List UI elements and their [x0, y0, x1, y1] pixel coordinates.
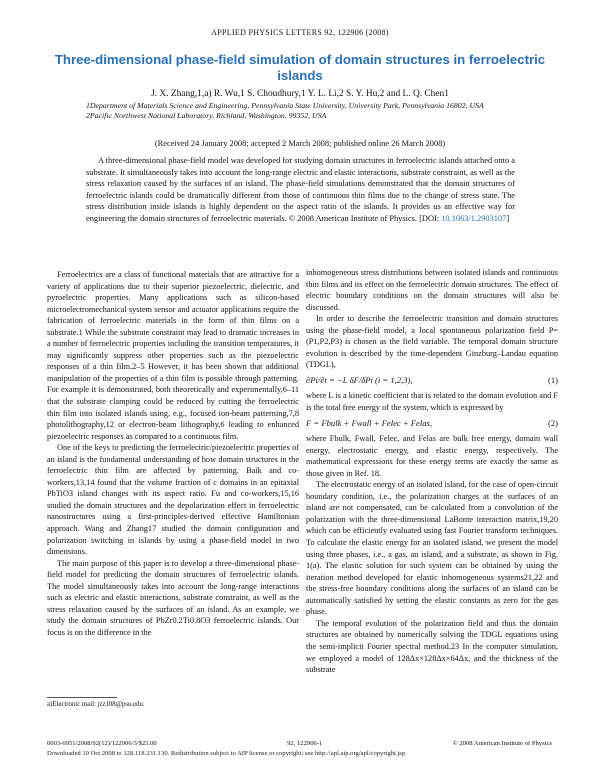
page-footer: [47, 740, 552, 747]
body-paragraph: Ferroelectrics are a class of functional materials that are attractive for a variety of applications due to their superior piezoelectric, dielectric, and pyroelectric properties. Many applications such as silicon-based microelectromechanical system sensor and actuator applications require the fabrication of ferroelectric materials in the form of thin films on a substrate.1 While the substrate constraint may lead to dramatic increases in a number of ferroelectric properties including the transition temperatures, it may significantly suppress other properties such as the piezoelectric responses of a thin film.2–5 However, it has been shown that additional manipulation of the properties of a thin film is possible through patterning. For example it is demonstrated, both theoretically and experimentally,6–11 that the substrate clamping could be reduced by cutting the ferroelectric thin film into isolated islands using, e.g., focused ion-beam patterning,7,8 photolithography,12 or electron-beam lithography,6 leading to enhanced piezoelectric responses as compared to a continuous film.: [47, 270, 299, 441]
body-paragraph: One of the keys to predicting the ferroelectric/piezoelectric properties of an island is the fundamental understanding of how domain structures in the ferroelectric thin film are affected by patterning. Baik and co-workers,13,14 found that the volume fraction of c domains in an epitaxial PbTiO3 island changes with its aspect ratio. Fu and co-workers,15,16 studied the domain structures and the depolarization effect in ferroelectric nanostructures using a first-principles-derived effective Hamiltonian approach. Wang and Zhang17 studied the domain configuration and polarization switching in islands by using a phase-field model in two dimensions.: [47, 443, 299, 557]
footnote-divider: [47, 697, 117, 698]
equation-1-number: (1): [547, 374, 558, 385]
body-paragraph: inhomogeneous stress distributions between isolated islands and continuous thin films and its effect on the ferroelectric domain structures. The effect of electric boundary conditions on the domain structures will also be discussed.: [306, 268, 558, 312]
received-dates: (Received 24 January 2008; accepted 2 March 2008; published online 26 March 2008): [154, 139, 446, 148]
body-paragraph: where Fbulk, Fwall, Felec, and Felas are bulk free energy, domain wall energy, electrostatic energy, and elastic energy, respectively. The mathematical expressions for these energy terms are exactly the same as those given in Ref. 18.: [306, 434, 558, 478]
equation-2-body: F = Fbulk + Fwall + Felec + Felas,: [306, 417, 433, 428]
abstract: [86, 155, 515, 224]
body-paragraph: The temporal evolution of the polarization field and thus the domain structures are obtained by numerically solving the TDGL equations using the semi-implicit Fourier spectral method.23 In the computer simulation, we employed a model of 128Δx×128Δx×64Δx, and the thickness of the substrate: [306, 618, 558, 675]
affiliation-1: 1Department of Materials Science and Engineering, Pennsylvania State University, University Park, Pennsylvania 16802, USA: [86, 101, 484, 110]
right-column: [306, 267, 558, 676]
body-paragraph: The electrostatic energy of an isolated island, for the case of open-circuit boundary condition, i.e., the polarization charges at the surfaces of an island are not compensated, can be calculated from a convolution of the polarization with the three-dimensional LaBonte interaction matrix,19,20 which can be efficiently evaluated using fast Fourier transform techniques. To calculate the elastic energy for an isolated island, we present the model using three phases, i.e., a gas, an island, and a substrate, as shown in Fig. 1(a). The elastic solution for such system can be obtained by using the iteration method developed for elastic inhomogeneous systems21,22 and the stress-free boundary conditions along the surfaces of an island can be automatically satisfied by setting the elastic constants as zero for the gas phase.: [306, 480, 558, 617]
authors-text: J. X. Zhang,1,a) R. Wu,1 S. Choudhury,1 Y. L. Li,2 S. Y. Hu,2 and L. Q. Chen1: [151, 89, 449, 99]
journal-header: [0, 28, 600, 37]
doi-link[interactable]: 10.1063/1.2903107: [441, 213, 507, 223]
body-paragraph: In order to describe the ferroelectric transition and domain structures using the phase-field model, a local spontaneous polarization field P=(P1,P2,P3) is chosen as the field variable. The temporal domain structure evolution is described by the time-dependent Ginzburg–Landau equation (TDGL),: [306, 314, 558, 370]
paper-title: Three-dimensional phase-field simulation of domain structures in ferroelectric islands: [54, 52, 546, 83]
footer-page: 92, 122906-1: [287, 740, 323, 747]
body-paragraph: where L is a kinetic coefficient that is related to the domain evolution and F is the total free energy of the system, which is expressed by: [306, 391, 558, 413]
footer-copyright: © 2008 American Institute of Physics: [452, 740, 552, 747]
journal-header-text: APPLIED PHYSICS LETTERS 92, 122906 (2008): [211, 28, 389, 37]
footnote: a)Electronic mail: jzz108@psu.edu.: [47, 701, 145, 708]
download-notice: Downloaded 10 Oct 2008 to 128.118.231.130. Redistribution subject to AIP license or copyright; see http://apl.aip.org/apl/copyright.jsp: [47, 750, 406, 757]
equation-2-number: (2): [547, 417, 558, 428]
affiliations: [86, 101, 526, 122]
equation-1: [306, 375, 558, 387]
footer-issn: 0003-6951/2008/92(12)/122906/3/$23.00: [47, 740, 157, 747]
equation-1-body: ∂Pi/∂t = −L δF/δPi (i = 1,2,3),: [306, 374, 413, 385]
body-paragraph: The main purpose of this paper is to develop a three-dimensional phase-field model for predicting the domain structures of ferroelectric islands. The model simultaneously takes into account the long-range interactions such as electric and elastic interactions, substrate constraint, as well as the stress relaxation caused by the surfaces of an island. As an example, we study the domain structures of PbZr0.2Ti0.8O3 ferroelectric islands. Our focus is on the difference in the: [47, 558, 299, 637]
affiliation-2: 2Pacific Northwest National Laboratory, Richland, Washington, 99352, USA: [86, 111, 327, 121]
author-list: [40, 88, 560, 100]
abstract-end: ]: [506, 213, 510, 223]
left-column: [47, 269, 299, 639]
abstract-text: A three-dimensional phase-field model was developed for studying domain structures in ferroelectric islands attached onto a substrate. It simultaneously takes into account the long-range electric and elastic interactions, substrate constraint, as well as the stress relaxation caused by the surfaces of an island. The phase-field simulations demonstrated that the domain structures of ferroelectric islands could be dramatically different from those of continuous thin films due to the change of stress state. The stress distribution inside islands is highly dependent on the aspect ratio of the islands. It provides us an effective way for engineering the domain structures of ferroelectric materials. © 2008 American Institute of Physics. [DOI:: [86, 156, 515, 223]
equation-2: [306, 418, 558, 430]
